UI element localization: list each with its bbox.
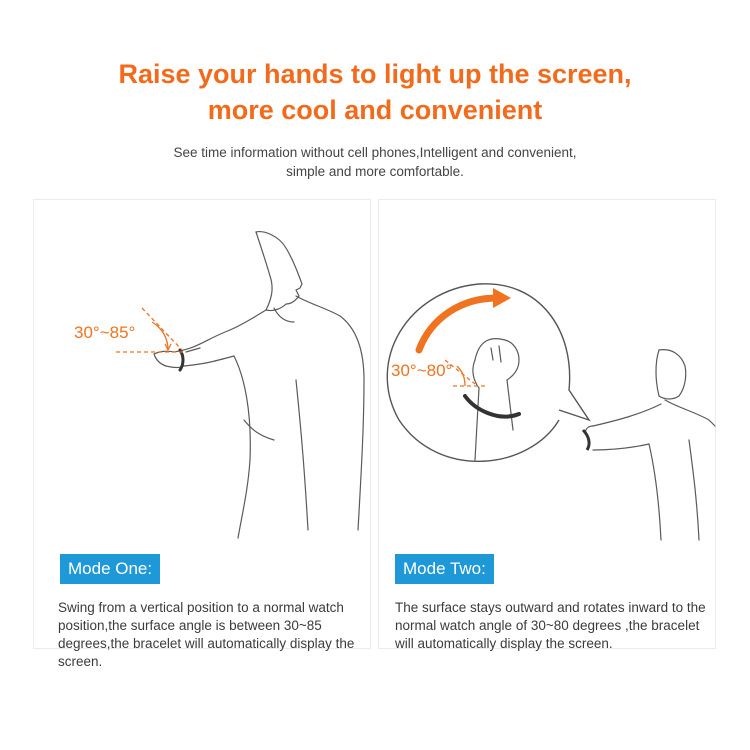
subtitle xyxy=(0,143,750,181)
mode-one-label: Mode One: xyxy=(60,554,160,584)
headline-line-2: more cool and convenient xyxy=(207,95,543,125)
mode-one-panel xyxy=(33,199,371,669)
mode-two-illustration xyxy=(379,200,715,540)
subtitle-line-1: See time information without cell phones,Intelligent and convenient, xyxy=(173,145,577,160)
subtitle-line-2: simple and more comfortable. xyxy=(286,164,464,179)
mode-two-description: The surface stays outward and rotates inward to the normal watch angle of 30~80 degrees ,the bracelet will automatically display the screen. xyxy=(395,600,706,651)
mode-two-label: Mode Two: xyxy=(395,554,494,584)
headline-line-1: Raise your hands to light up the screen, xyxy=(118,59,632,89)
mode-two-panel xyxy=(378,199,716,649)
headline xyxy=(0,56,750,128)
mode-one-description: Swing from a vertical position to a normal watch position,the surface angle is between 30~85 degrees,the bracelet will automatically display the screen. xyxy=(58,600,355,669)
mode-one-illustration xyxy=(34,200,370,540)
mode-one-angle: 30°~85° xyxy=(74,323,136,342)
mode-two-angle: 30°~80° xyxy=(391,361,453,380)
